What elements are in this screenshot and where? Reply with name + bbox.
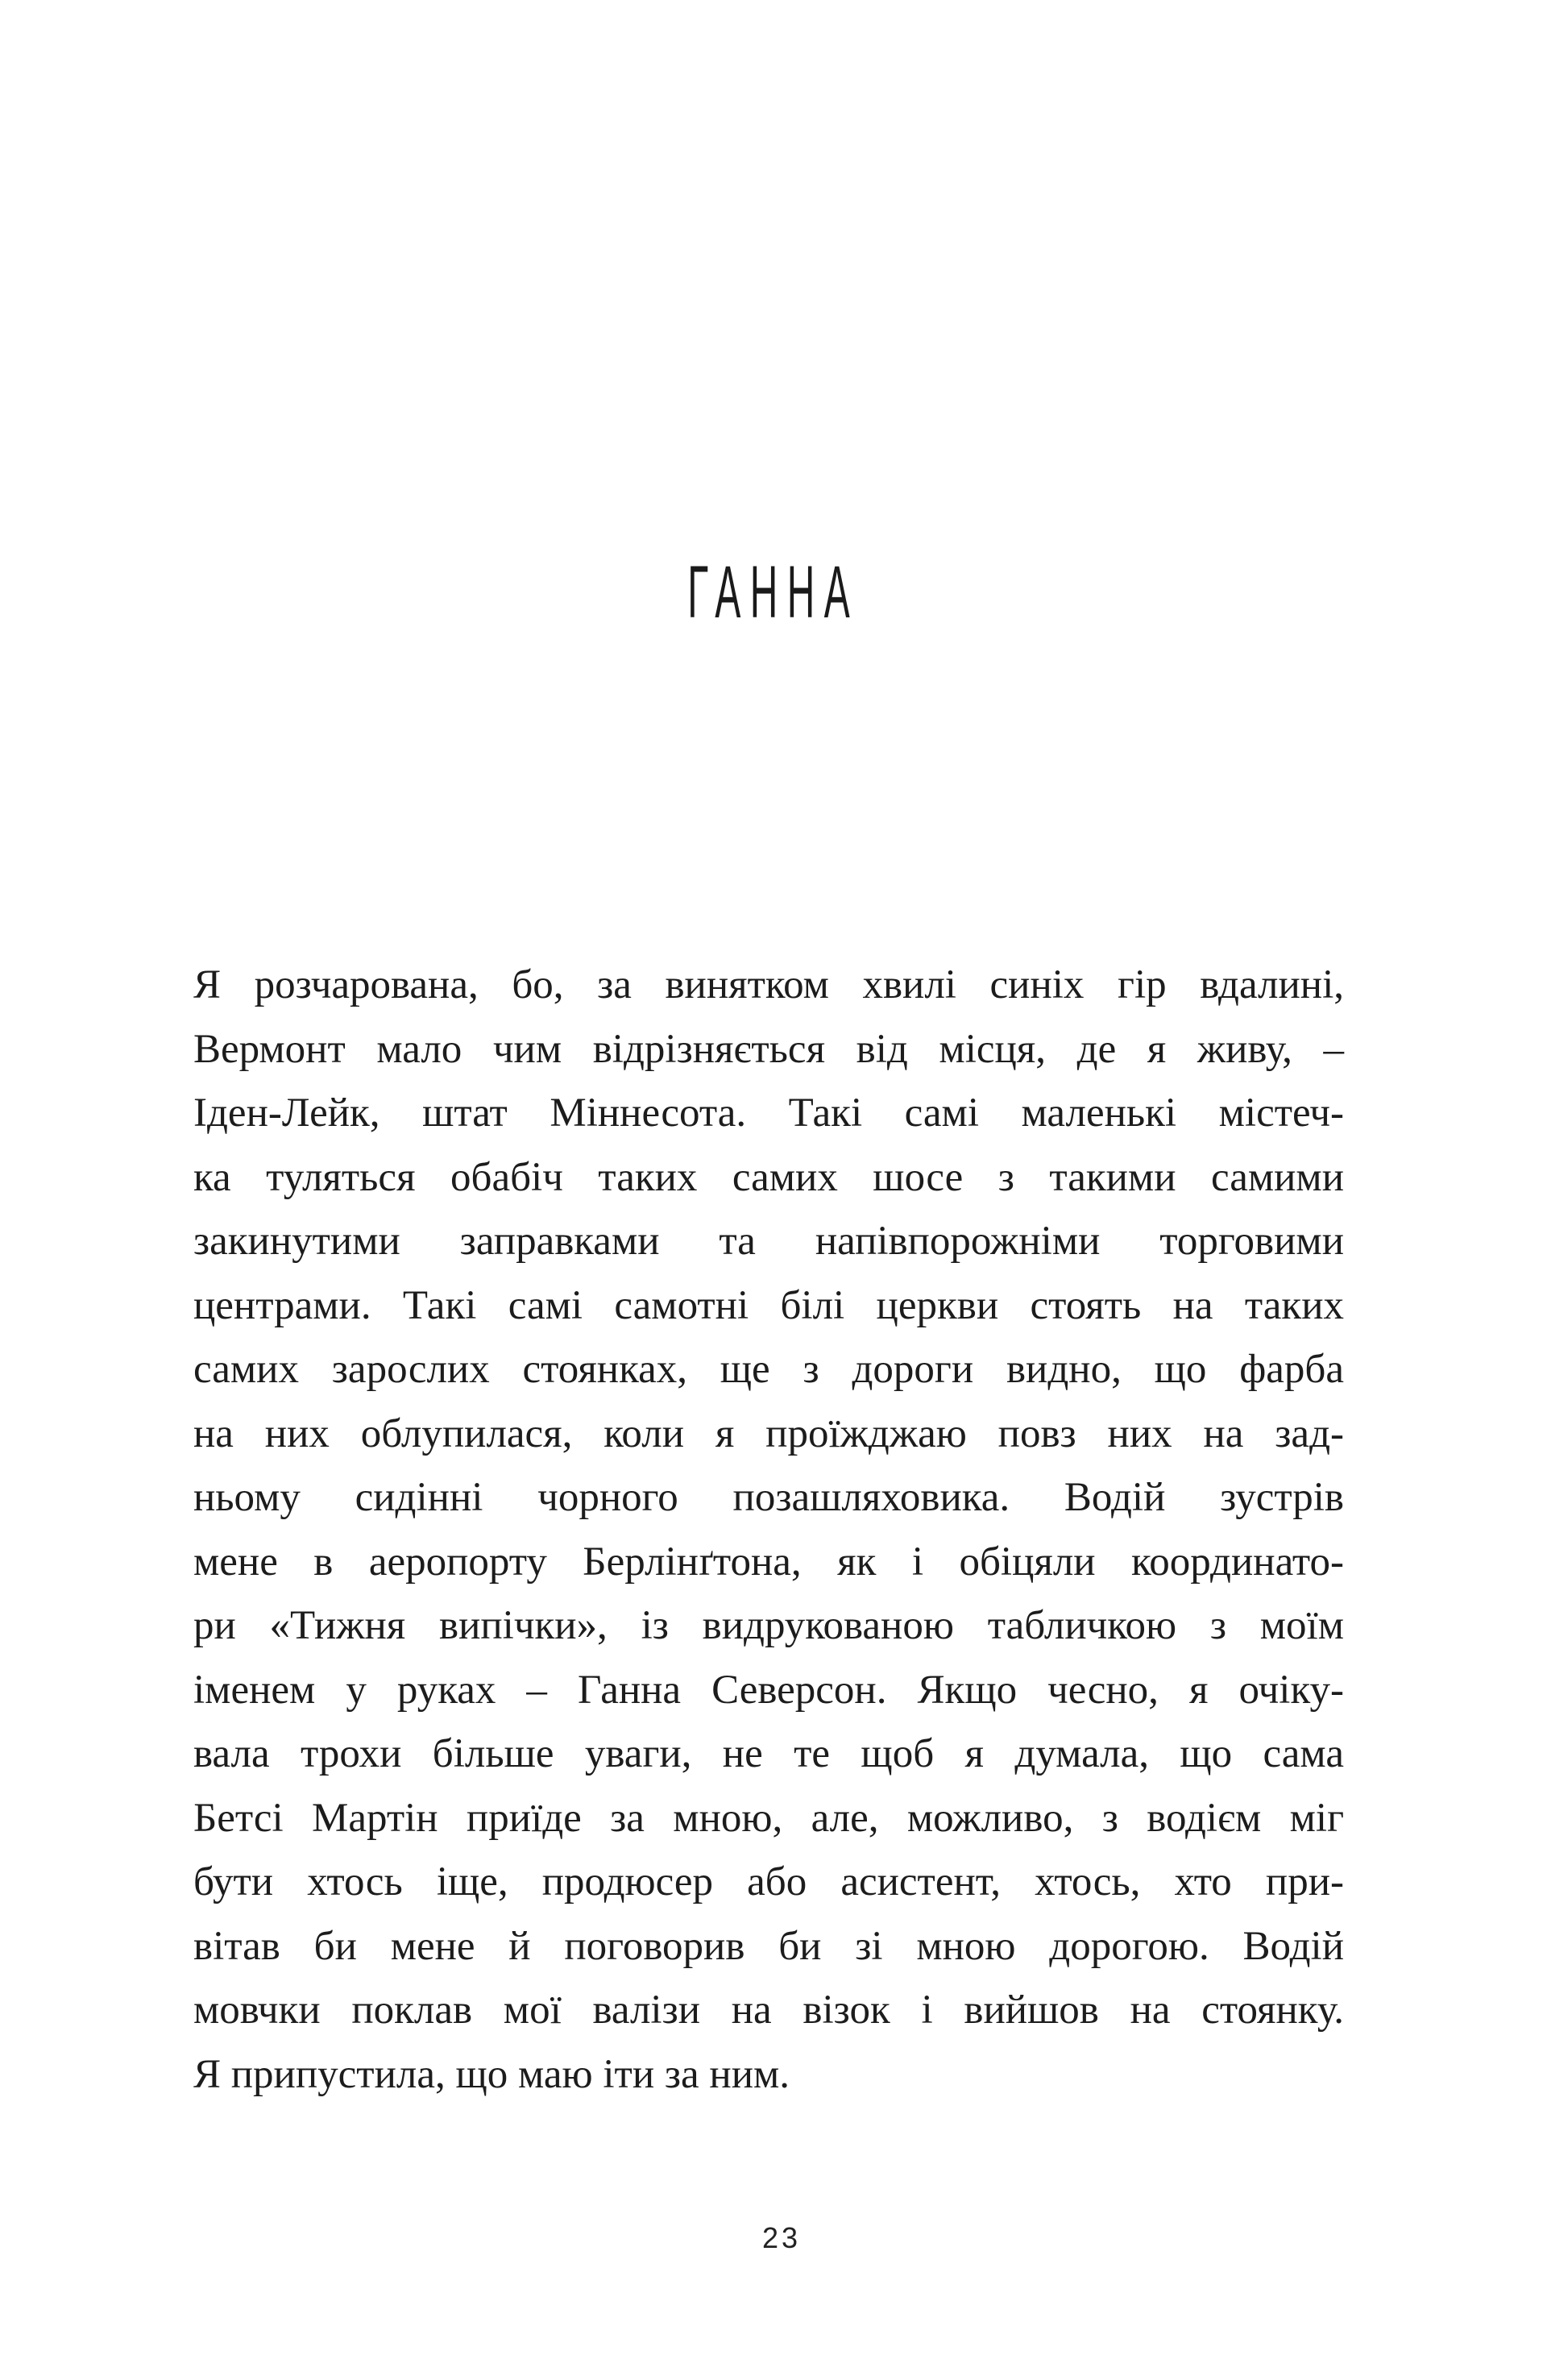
text-line: ри «Тижня випічки», із видрукованою табличкою з моїм [193, 1603, 1344, 1648]
chapter-title-text: ГАННА [687, 551, 860, 633]
text-line: Я розчарована, бо, за винятком хвилі синіх гір вдалині, [193, 962, 1344, 1007]
text-line: на них облупилася, коли я проїжджаю повз них на зад- [193, 1410, 1344, 1456]
page-number: 23 [761, 2221, 802, 2254]
text-line: мене в аеропорту Берлінґтона, як і обіцяли координато- [193, 1539, 1344, 1585]
chapter-title [0, 552, 1547, 633]
text-line: Вермонт мало чим відрізняється від місця, де я живу, – [193, 1026, 1344, 1072]
text-line: Іден-Лейк, штат Міннесота. Такі самі маленькі містеч- [193, 1090, 1344, 1136]
text-line: вала трохи більше уваги, не те щоб я думала, що сама [193, 1731, 1344, 1776]
text-line: самих зарослих стоянках, ще з дороги видно, що фарба [193, 1347, 1344, 1392]
text-line: центрами. Такі самі самотні білі церкви стоять на таких [193, 1282, 1344, 1328]
text-line: іменем у руках – Ганна Северсон. Якщо чесно, я очіку- [193, 1667, 1344, 1713]
body-paragraph [193, 953, 1344, 2107]
text-line: закинутими заправками та напівпорожніми торговими [193, 1219, 1344, 1264]
text-line: вітав би мене й поговорив би зі мною дорогою. Водій [193, 1923, 1344, 1969]
text-line: Бетсі Мартін приїде за мною, але, можливо, з водієм міг [193, 1795, 1344, 1841]
text-line: Я припустила, що маю іти за ним. [193, 2051, 790, 2097]
text-line: мовчки поклав мої валізи на візок і вийшов на стоянку. [193, 1987, 1344, 2033]
text-line: бути хтось іще, продюсер або асистент, хтось, хто при- [193, 1859, 1344, 1904]
text-line: ка туляться обабіч таких самих шосе з такими самими [193, 1154, 1344, 1200]
text-line: ньому сидінні чорного позашляховика. Водій зустрів [193, 1475, 1344, 1520]
